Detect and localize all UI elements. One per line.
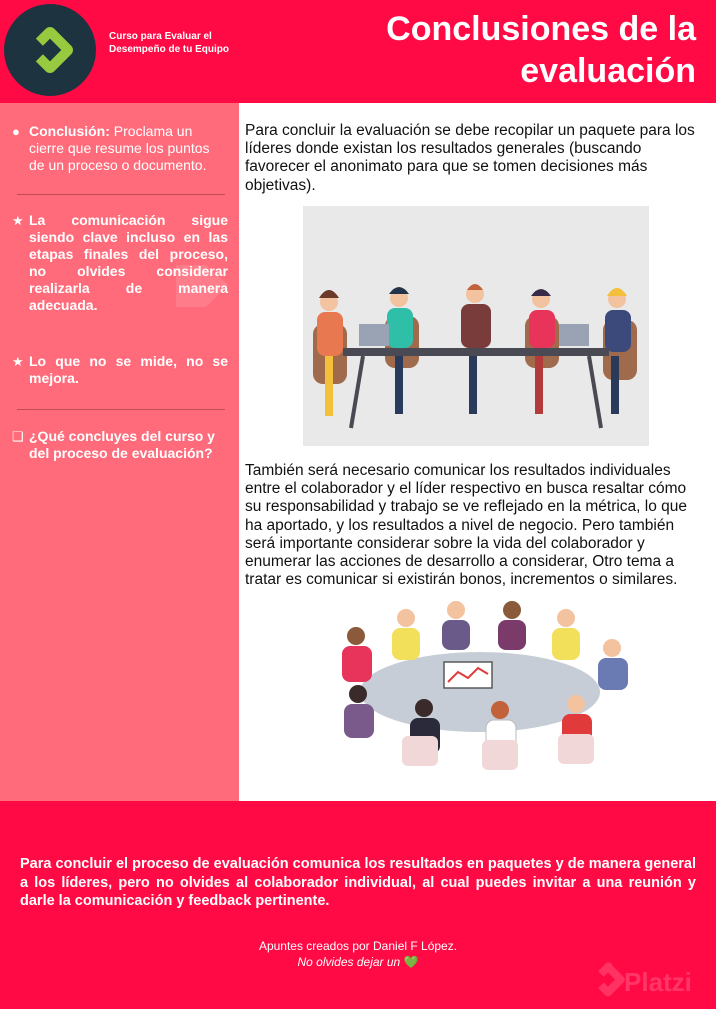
paragraph-individual: También será necesario comunicar los resultados individuales entre el colaborador y el líder respectivo en busca resaltar cómo su responsabilidad y trabajo se ve reflejado en la métrica, lo que ha aportado, y los resultados a nivel de negocio. Pero también será importante considerar sobre la vida del colaborador y enumerar las acciones de desarrollo a considerar, Otro tema a tratar es comunicar si existirán bonos, incrementos o similares. xyxy=(245,462,688,589)
paragraph-intro: Para concluir la evaluación se debe recopilar un paquete para los líderes donde existan los resultados generales (buscando favorecer el anonimato para que se tomen decisiones más objetivas). xyxy=(245,122,695,194)
sidebar xyxy=(0,103,239,801)
sidebar-item-text: ¿Qué concluyes del curso y del proceso de evaluación? xyxy=(29,428,215,461)
platzi-logo-icon xyxy=(22,22,78,78)
cta-text: No olvides dejar un xyxy=(297,955,401,969)
header xyxy=(0,0,716,103)
credit-text: Apuntes creados por Daniel F López. xyxy=(258,939,458,953)
sidebar-item-measure xyxy=(12,353,228,387)
sidebar-item-conclusion xyxy=(12,123,228,174)
star-icon: ★ xyxy=(12,354,24,369)
footer-summary: Para concluir el proceso de evaluación comunica los resultados en paquetes y de manera general a los líderes, pero no olvides al colaborador individual, al cual puedes invitar a una reunión y darle la comunicación y feedback pertinente. xyxy=(20,856,696,909)
heart-icon: 💚 xyxy=(403,955,419,969)
term-label: Conclusión: xyxy=(29,123,110,139)
round-table-meeting-illustration xyxy=(322,596,638,776)
term-definition: Proclama un cierre que resume los puntos de un proceso o documento. xyxy=(29,123,210,173)
sidebar-item-question xyxy=(12,428,228,462)
sidebar-item-text: Lo que no se mide, no se mejora. xyxy=(29,353,228,386)
divider xyxy=(17,409,225,410)
checkbox-icon: ❑ xyxy=(12,429,24,444)
logo xyxy=(4,4,96,96)
star-icon: ★ xyxy=(12,213,24,228)
bullet-icon: ● xyxy=(12,124,20,139)
sidebar-item-text: La comunicación sigue siendo clave incluso en las etapas finales del proceso, no olvides considerar realizarla de manera adecuada. xyxy=(29,212,228,313)
divider xyxy=(17,194,225,195)
page-title: Conclusiones de la evaluación xyxy=(386,10,696,90)
sidebar-item-communication xyxy=(12,212,228,314)
business-meeting-illustration xyxy=(303,206,649,446)
platzi-watermark-text: Platzi xyxy=(624,967,692,997)
footer xyxy=(0,801,716,1009)
course-name: Curso para Evaluar el Desempeño de tu Equipo xyxy=(109,31,230,55)
